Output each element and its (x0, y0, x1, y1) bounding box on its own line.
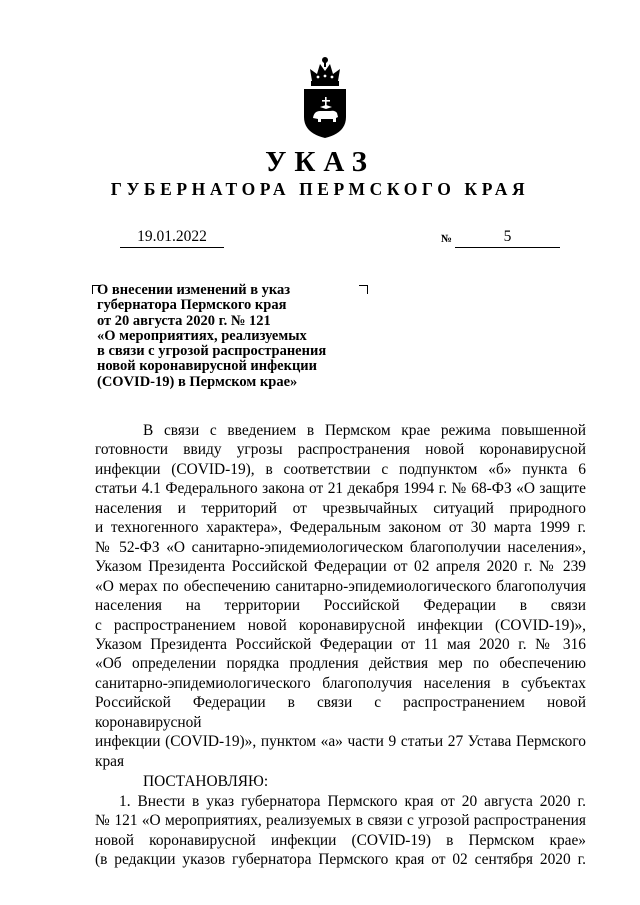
preamble-line: края (95, 752, 125, 770)
decree-body (95, 421, 586, 869)
item-line: 1. Внести в указ губернатора Пермского края от 20 августа 2020 г. (119, 792, 586, 810)
preamble-line: готовности ввиду угрозы распространения новой коронавирусной (95, 441, 586, 459)
preamble-line: и техногенного характера», Федеральным законом от 30 марта 1999 г. (95, 519, 586, 537)
heading-line: (COVID-19) в Пермском крае» (97, 373, 298, 390)
item-line: новой коронавирусной инфекции (COVID-19) в Пермском крае» (95, 831, 586, 849)
preamble-line: Указом Президента Российской Федерации от 11 мая 2020 г. № 316 (95, 635, 586, 653)
number-label: № (441, 233, 453, 245)
decree-date: 19.01.2022 (120, 227, 224, 248)
decree-title: УКАЗ (265, 146, 375, 178)
preamble-line: «О мерах по обеспечению санитарно-эпидемиологического благополучия (95, 577, 586, 595)
heading-line: от 20 августа 2020 г. № 121 (97, 312, 271, 329)
preamble-line: санитарно-эпидемиологического благополучия населения в субъектах (95, 674, 586, 692)
heading-line: губернатора Пермского края (97, 297, 287, 314)
preamble-line: населения на территории Российской Федерации в связи (95, 597, 586, 615)
preamble-line: № 52-ФЗ «О санитарно-эпидемиологическом благополучии населения», (95, 538, 586, 556)
preamble-line: «Об определении порядка продления действия мер по обеспечению (95, 655, 586, 673)
item-line: № 121 «О мероприятиях, реализуемых в связи с угрозой распространения (95, 812, 586, 830)
heading-line: «О мероприятиях, реализуемых (97, 327, 307, 344)
preamble-line: инфекции (COVID-19)», пунктом «а» части 9 статьи 27 Устава Пермского (95, 733, 586, 751)
decree-heading (97, 283, 357, 390)
preamble-line: с распространением новой коронавирусной инфекции (COVID-19)», (95, 616, 586, 634)
preamble-line: статьи 4.1 Федерального закона от 21 декабря 1994 г. № 68-ФЗ «О защите (95, 480, 586, 498)
heading-line: новой коронавирусной инфекции (97, 358, 318, 375)
preamble-line: Указом Президента Российской Федерации от 02 апреля 2020 г. № 239 (95, 558, 586, 576)
item-line: (в редакции указов губернатора Пермского края от 02 сентября 2020 г. (95, 850, 586, 868)
heading-corner-right (359, 285, 368, 294)
preamble-line: В связи с введением в Пермском крае режима повышенной (143, 422, 586, 439)
preamble-line: Российской Федерации в связи с распространением новой коронавирусной (95, 694, 586, 731)
resolve-heading: ПОСТАНОВЛЯЮ: (143, 773, 269, 791)
decree-number: 5 (455, 227, 560, 248)
heading-line: в связи с угрозой распространения (97, 343, 327, 360)
preamble-line: населения и территорий от чрезвычайных ситуаций природного (95, 499, 586, 517)
preamble-line: инфекции (COVID-19), в соответствии с подпунктом «б» пункта 6 (95, 460, 586, 478)
perm-krai-coat-of-arms-icon (300, 55, 350, 139)
decree-subtitle: ГУБЕРНАТОРА ПЕРМСКОГО КРАЯ (110, 179, 530, 199)
heading-line: О внесении изменений в указ (97, 282, 291, 298)
